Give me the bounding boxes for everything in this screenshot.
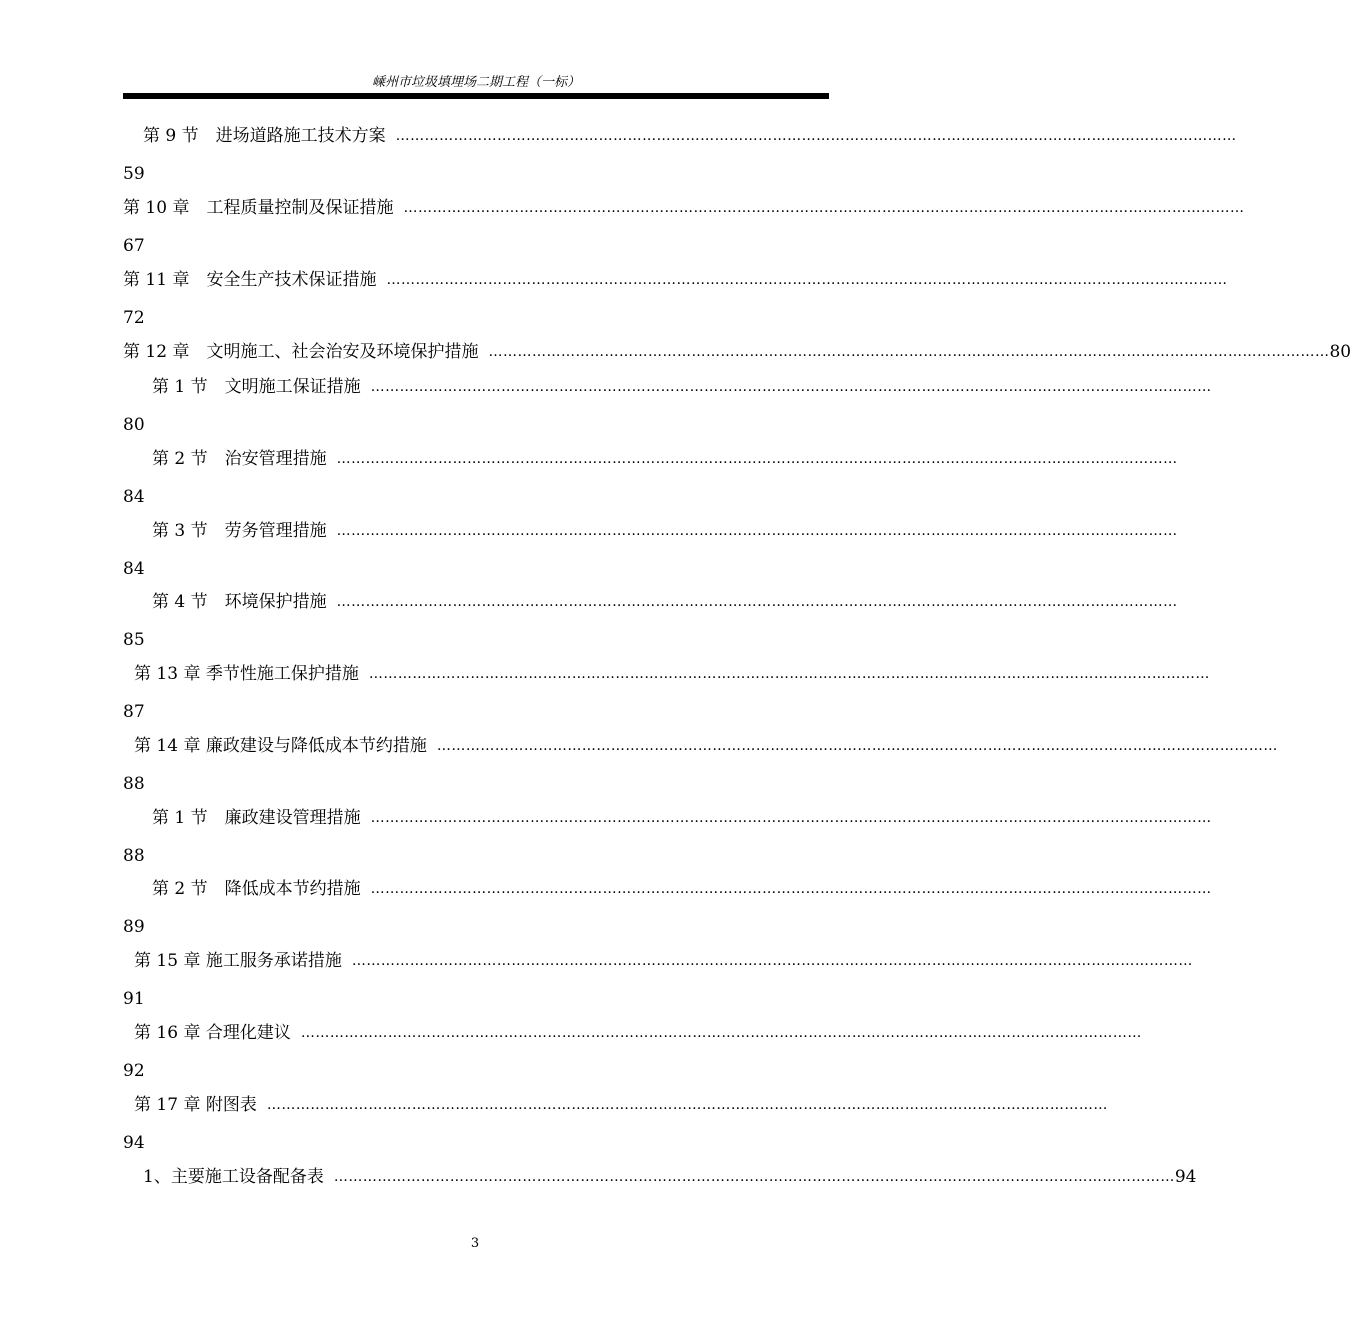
toc-leader-dots: …………………………………………………………………………………………………………………………………………………………: [368, 666, 1210, 682]
toc-page-number: 80: [123, 415, 145, 435]
toc-entry-ch-13[interactable]: [134, 662, 1210, 686]
toc-entry-text: 第 2 节 治安管理措施: [152, 449, 327, 469]
toc-entry-text: 第 13 章 季节性施工保护措施: [134, 664, 359, 684]
toc-entry-ch-15[interactable]: [134, 949, 1193, 973]
toc-page-number: 89: [123, 917, 145, 937]
toc-page-number: 84: [123, 487, 145, 507]
toc-page-number: 94: [1174, 1167, 1197, 1187]
toc-page-number: 59: [123, 164, 145, 184]
toc-page-number: 91: [123, 989, 145, 1009]
toc-entry-ch-12[interactable]: [123, 340, 1351, 364]
toc-entry-text: 第 1 节 文明施工保证措施: [152, 377, 361, 397]
toc-entry-ch-12-sec-2[interactable]: [152, 447, 1178, 471]
toc-entry-text: 第 14 章 廉政建设与降低成本节约措施: [134, 736, 427, 756]
toc-leader-dots: …………………………………………………………………………………………………………………………………………………………: [333, 1169, 1175, 1185]
toc-leader-dots: …………………………………………………………………………………………………………………………………………………………: [370, 881, 1212, 897]
toc-page-number: 88: [123, 846, 145, 866]
toc-entry-ch-11[interactable]: [123, 268, 1228, 292]
toc-leader-dots: …………………………………………………………………………………………………………………………………………………………: [300, 1025, 1142, 1041]
toc-leader-dots: …………………………………………………………………………………………………………………………………………………………: [436, 738, 1278, 754]
toc-entry-text: 1、主要施工设备配备表: [143, 1167, 324, 1187]
toc-entry-ch-17-item-1[interactable]: [143, 1165, 1197, 1189]
running-header-title: 嵊州市垃圾填埋场二期工程（一标）: [371, 75, 580, 90]
toc-entry-ch-14[interactable]: [134, 734, 1278, 758]
toc-entry-text: 第 1 节 廉政建设管理措施: [152, 808, 361, 828]
toc-entry-ch-10[interactable]: [123, 196, 1245, 220]
toc-page-number: 87: [123, 702, 145, 722]
toc-entry-ch-12-sec-3[interactable]: [152, 519, 1178, 543]
page-number: 3: [470, 1236, 480, 1251]
toc-page-number: 84: [123, 559, 145, 579]
toc-leader-dots: …………………………………………………………………………………………………………………………………………………………: [336, 451, 1178, 467]
toc-entry-text: 第 4 节 环境保护措施: [152, 592, 327, 612]
toc-leader-dots: …………………………………………………………………………………………………………………………………………………………: [266, 1097, 1108, 1113]
toc-leader-dots: …………………………………………………………………………………………………………………………………………………………: [370, 379, 1212, 395]
toc-leader-dots: …………………………………………………………………………………………………………………………………………………………: [403, 200, 1245, 216]
toc-entry-ch-16[interactable]: [134, 1021, 1142, 1045]
toc-page-number: 80: [1329, 342, 1351, 362]
toc-entry-text: 第 12 章 文明施工、社会治安及环境保护措施: [123, 342, 479, 362]
toc-entry-ch-12-sec-1[interactable]: [152, 375, 1212, 399]
toc-entry-text: 第 11 章 安全生产技术保证措施: [123, 270, 377, 290]
toc-page-number: 94: [123, 1133, 145, 1153]
toc-entry-text: 第 2 节 降低成本节约措施: [152, 879, 361, 899]
toc-page-number: 67: [123, 236, 145, 256]
toc-entry-text: 第 16 章 合理化建议: [134, 1023, 291, 1043]
toc-leader-dots: …………………………………………………………………………………………………………………………………………………………: [370, 810, 1212, 826]
toc-leader-dots: …………………………………………………………………………………………………………………………………………………………: [395, 128, 1237, 144]
toc-entry-ch-17[interactable]: [134, 1093, 1108, 1117]
toc-page-number: 72: [123, 308, 145, 328]
toc-entry-sec-9[interactable]: [143, 124, 1237, 148]
toc-leader-dots: …………………………………………………………………………………………………………………………………………………………: [488, 344, 1330, 360]
toc-entry-text: 第 3 节 劳务管理措施: [152, 521, 327, 541]
toc-entry-text: 第 17 章 附图表: [134, 1095, 257, 1115]
toc-leader-dots: …………………………………………………………………………………………………………………………………………………………: [351, 953, 1193, 969]
toc-leader-dots: …………………………………………………………………………………………………………………………………………………………: [336, 594, 1178, 610]
toc-entry-ch-14-sec-2[interactable]: [152, 877, 1212, 901]
toc-entry-ch-14-sec-1[interactable]: [152, 806, 1212, 830]
toc-leader-dots: …………………………………………………………………………………………………………………………………………………………: [386, 272, 1228, 288]
toc-page-number: 88: [123, 774, 145, 794]
toc-entry-text: 第 9 节 进场道路施工技术方案: [143, 126, 386, 146]
toc-leader-dots: …………………………………………………………………………………………………………………………………………………………: [336, 523, 1178, 539]
toc-entry-ch-12-sec-4[interactable]: [152, 590, 1178, 614]
toc-page-number: 92: [123, 1061, 145, 1081]
toc-entry-text: 第 10 章 工程质量控制及保证措施: [123, 198, 394, 218]
toc-page-number: 85: [123, 630, 145, 650]
toc-entry-text: 第 15 章 施工服务承诺措施: [134, 951, 342, 971]
